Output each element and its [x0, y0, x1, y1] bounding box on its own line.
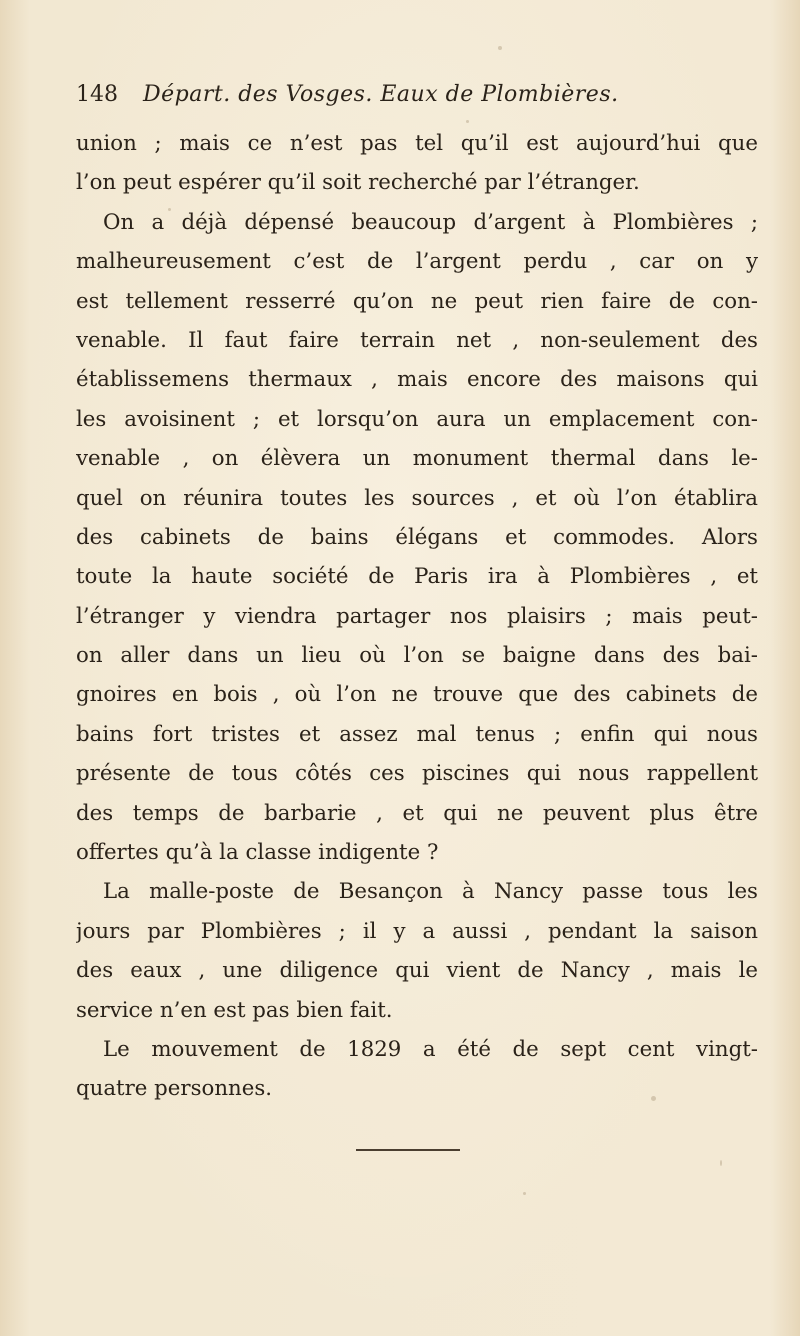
- text-line: venable. Il faut faire terrain net , non-seulement des: [76, 327, 758, 353]
- running-title: Départ. des Vosges. Eaux de Plombières.: [143, 82, 619, 107]
- text-line: des cabinets de bains élégans et commodes. Alors: [76, 524, 758, 550]
- body-text: [76, 124, 758, 1109]
- page-number: 148: [76, 82, 118, 107]
- text-line: l’on peut espérer qu’il soit recherché par l’étranger.: [76, 170, 640, 196]
- text-line: est tellement resserré qu’on ne peut rien faire de con-: [76, 288, 758, 314]
- text-line: l’étranger y viendra partager nos plaisirs ; mais peut-: [76, 603, 758, 629]
- paragraph-first-line: On a déjà dépensé beaucoup d’argent à Plombières ;: [103, 209, 758, 235]
- text-line: quatre personnes.: [76, 1076, 273, 1102]
- text-line: présente de tous côtés ces piscines qui nous rappellent: [76, 761, 758, 787]
- text-line: offertes qu’à la classe indigente ?: [76, 840, 439, 866]
- text-line: établissemens thermaux , mais encore des maisons qui: [76, 367, 758, 393]
- text-line: gnoires en bois , où l’on ne trouve que des cabinets de: [76, 682, 758, 708]
- text-line: service n’en est pas bien fait.: [76, 997, 393, 1023]
- text-line: union ; mais ce n’est pas tel qu’il est aujourd’hui que: [76, 131, 758, 156]
- text-line: on aller dans un lieu où l’on se baigne dans des bai-: [76, 643, 758, 669]
- text-line: bains fort tristes et assez mal tenus ; enfin qui nous: [76, 721, 758, 747]
- text-line: toute la haute société de Paris ira à Plombières , et: [76, 564, 758, 590]
- text-line: quel on réunira toutes les sources , et où l’on établira: [76, 485, 758, 511]
- text-line: jours par Plombières ; il y a aussi , pendant la saison: [76, 918, 758, 944]
- section-end-rule: [356, 1149, 460, 1151]
- text-line: les avoisinent ; et lorsqu’on aura un emplacement con-: [76, 406, 758, 432]
- text-line: venable , on élèvera un monument thermal dans le-: [76, 446, 758, 472]
- text-line: des eaux , une diligence qui vient de Nancy , mais le: [76, 958, 758, 984]
- text-line: malheureusement c’est de l’argent perdu , car on y: [76, 249, 758, 275]
- paragraph-first-line: La malle-poste de Besançon à Nancy passe tous les: [103, 879, 758, 905]
- running-header: [76, 78, 736, 112]
- paragraph-first-line: Le mouvement de 1829 a été de sept cent vingt-: [103, 1036, 758, 1062]
- text-line: des temps de barbarie , et qui ne peuvent plus être: [76, 800, 758, 826]
